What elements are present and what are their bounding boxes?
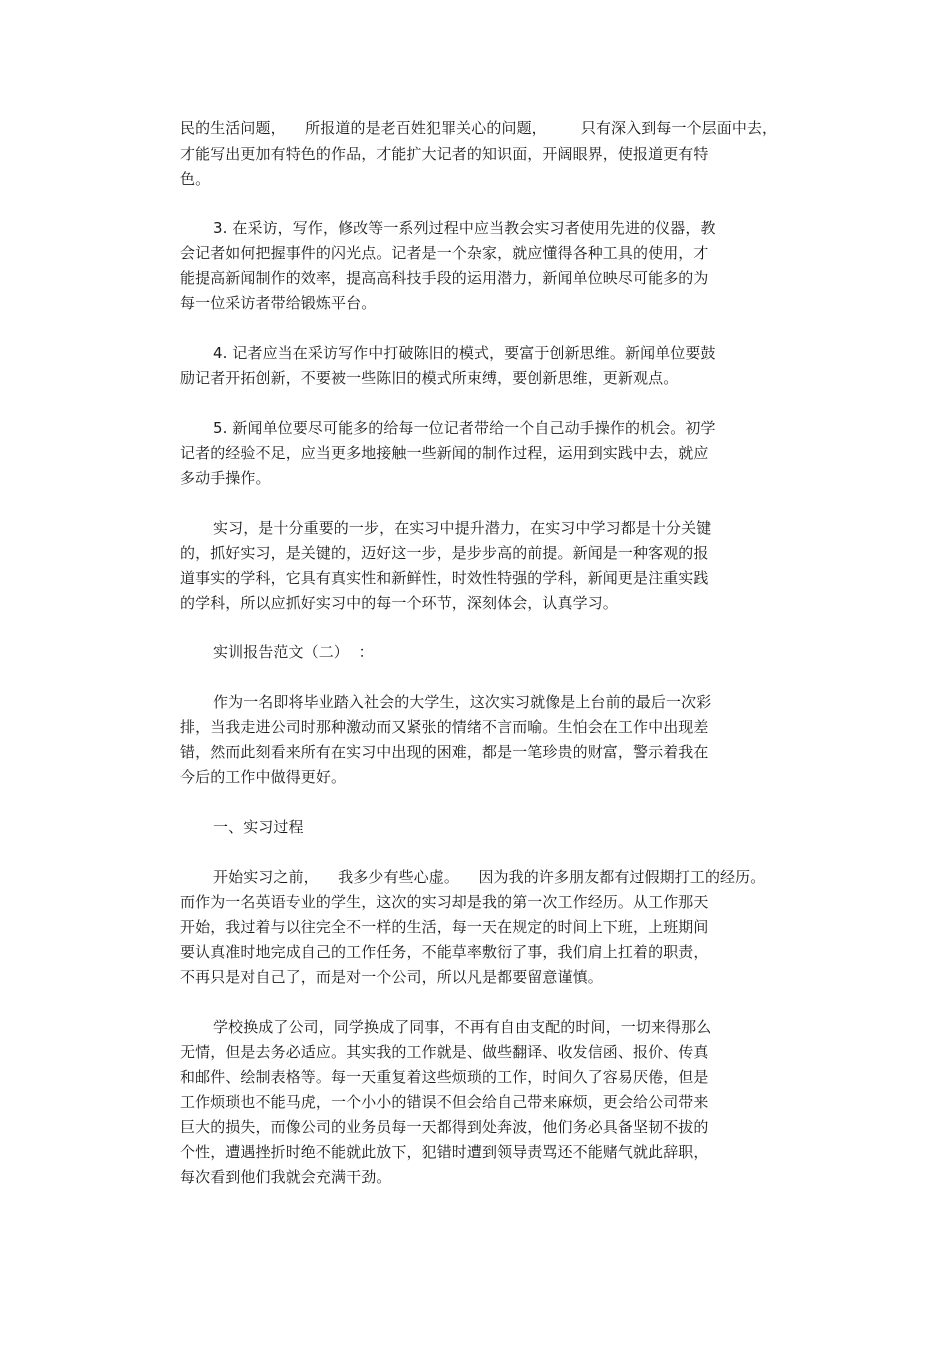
text-line: 作为一名即将毕业踏入社会的大学生，这次实习就像是上台前的最后一次彩 [213, 693, 712, 711]
text-line: 色。 [180, 170, 211, 188]
text-line: 3. 在采访，写作，修改等一系列过程中应当教会实习者使用先进的仪器，教 [213, 219, 716, 237]
text-line: 会记者如何把握事件的闪光点。记者是一个杂家，就应懂得各种工具的使用，才 [180, 244, 709, 262]
text-line: 无情，但是去务必适应。其实我的工作就是、做些翻译、收发信函、报价、传真 [180, 1043, 709, 1061]
text-line: 学校换成了公司，同学换成了同事，不再有自由支配的时间，一切来得那么 [213, 1018, 712, 1036]
subheading: 一、实习过程 [213, 818, 304, 836]
text-line: 记者的经验不足，应当更多地接触一些新闻的制作过程，运用到实践中去，就应 [180, 444, 709, 462]
text-line: 今后的工作中做得更好。 [180, 768, 347, 786]
section-title: 实训报告范文（二） ： [213, 643, 374, 661]
text-line: 道事实的学科，它具有真实性和新鲜性，时效性特强的学科，新闻更是注重实践 [180, 569, 709, 587]
text-line: 4. 记者应当在采访写作中打破陈旧的模式，要富于创新思维。新闻单位要鼓 [213, 344, 716, 362]
text-line: 和邮件、绘制表格等。每一天重复着这些烦琐的工作，时间久了容易厌倦，但是 [180, 1068, 709, 1086]
text-line: 要认真准时地完成自己的工作任务，不能草率敷衍了事，我们肩上扛着的职责， [180, 943, 709, 961]
text-line: 的学科，所以应抓好实习中的每一个环节，深刻体会，认真学习。 [180, 594, 618, 612]
text-line: 排，当我走进公司时那种激动而又紧张的情绪不言而喻。生怕会在工作中出现差 [180, 718, 709, 736]
text-line: 实习，是十分重要的一步，在实习中提升潜力，在实习中学习都是十分关键 [213, 519, 712, 537]
text-line: 每次看到他们我就会充满干劲。 [180, 1168, 392, 1186]
text-line: 的，抓好实习，是关键的，迈好这一步，是步步高的前提。新闻是一种客观的报 [180, 544, 709, 562]
text-line: 个性，遭遇挫折时绝不能就此放下，犯错时遭到领导责骂还不能赌气就此辞职， [180, 1143, 709, 1161]
text-line: 巨大的损失，而像公司的业务员每一天都得到处奔波，他们务必具备坚韧不拔的 [180, 1118, 709, 1136]
text-line: 多动手操作。 [180, 469, 271, 487]
text-line: 能提高新闻制作的效率，提高高科技手段的运用潜力，新闻单位映尽可能多的为 [180, 269, 709, 287]
text-line: 每一位采访者带给锻炼平台。 [180, 294, 377, 312]
text-line: 开始实习之前， 我多少有些心虚。 因为我的许多朋友都有过假期打工的经历。 [213, 868, 766, 886]
text-line: 开始，我过着与以往完全不一样的生活，每一天在规定的时间上下班，上班期间 [180, 918, 709, 936]
text-line: 励记者开拓创新，不要被一些陈旧的模式所束缚，要创新思维，更新观点。 [180, 369, 679, 387]
text-line: 工作烦琐也不能马虎，一个小小的错误不但会给自己带来麻烦，更会给公司带来 [180, 1093, 709, 1111]
text-line: 不再只是对自己了，而是对一个公司，所以凡是都要留意谨慎。 [180, 968, 603, 986]
text-line: 而作为一名英语专业的学生，这次的实习却是我的第一次工作经历。从工作那天 [180, 893, 709, 911]
text-line: 才能写出更加有特色的作品，才能扩大记者的知识面，开阔眼界，使报道更有特 [180, 145, 709, 163]
text-line: 民的生活问题， 所报道的是老百姓犯罪关心的问题， 只有深入到每一个层面中去， [180, 119, 778, 137]
text-line: 错，然而此刻看来所有在实习中出现的困难，都是一笔珍贵的财富，警示着我在 [180, 743, 709, 761]
text-line: 5. 新闻单位要尽可能多的给每一位记者带给一个自己动手操作的机会。初学 [213, 419, 716, 437]
